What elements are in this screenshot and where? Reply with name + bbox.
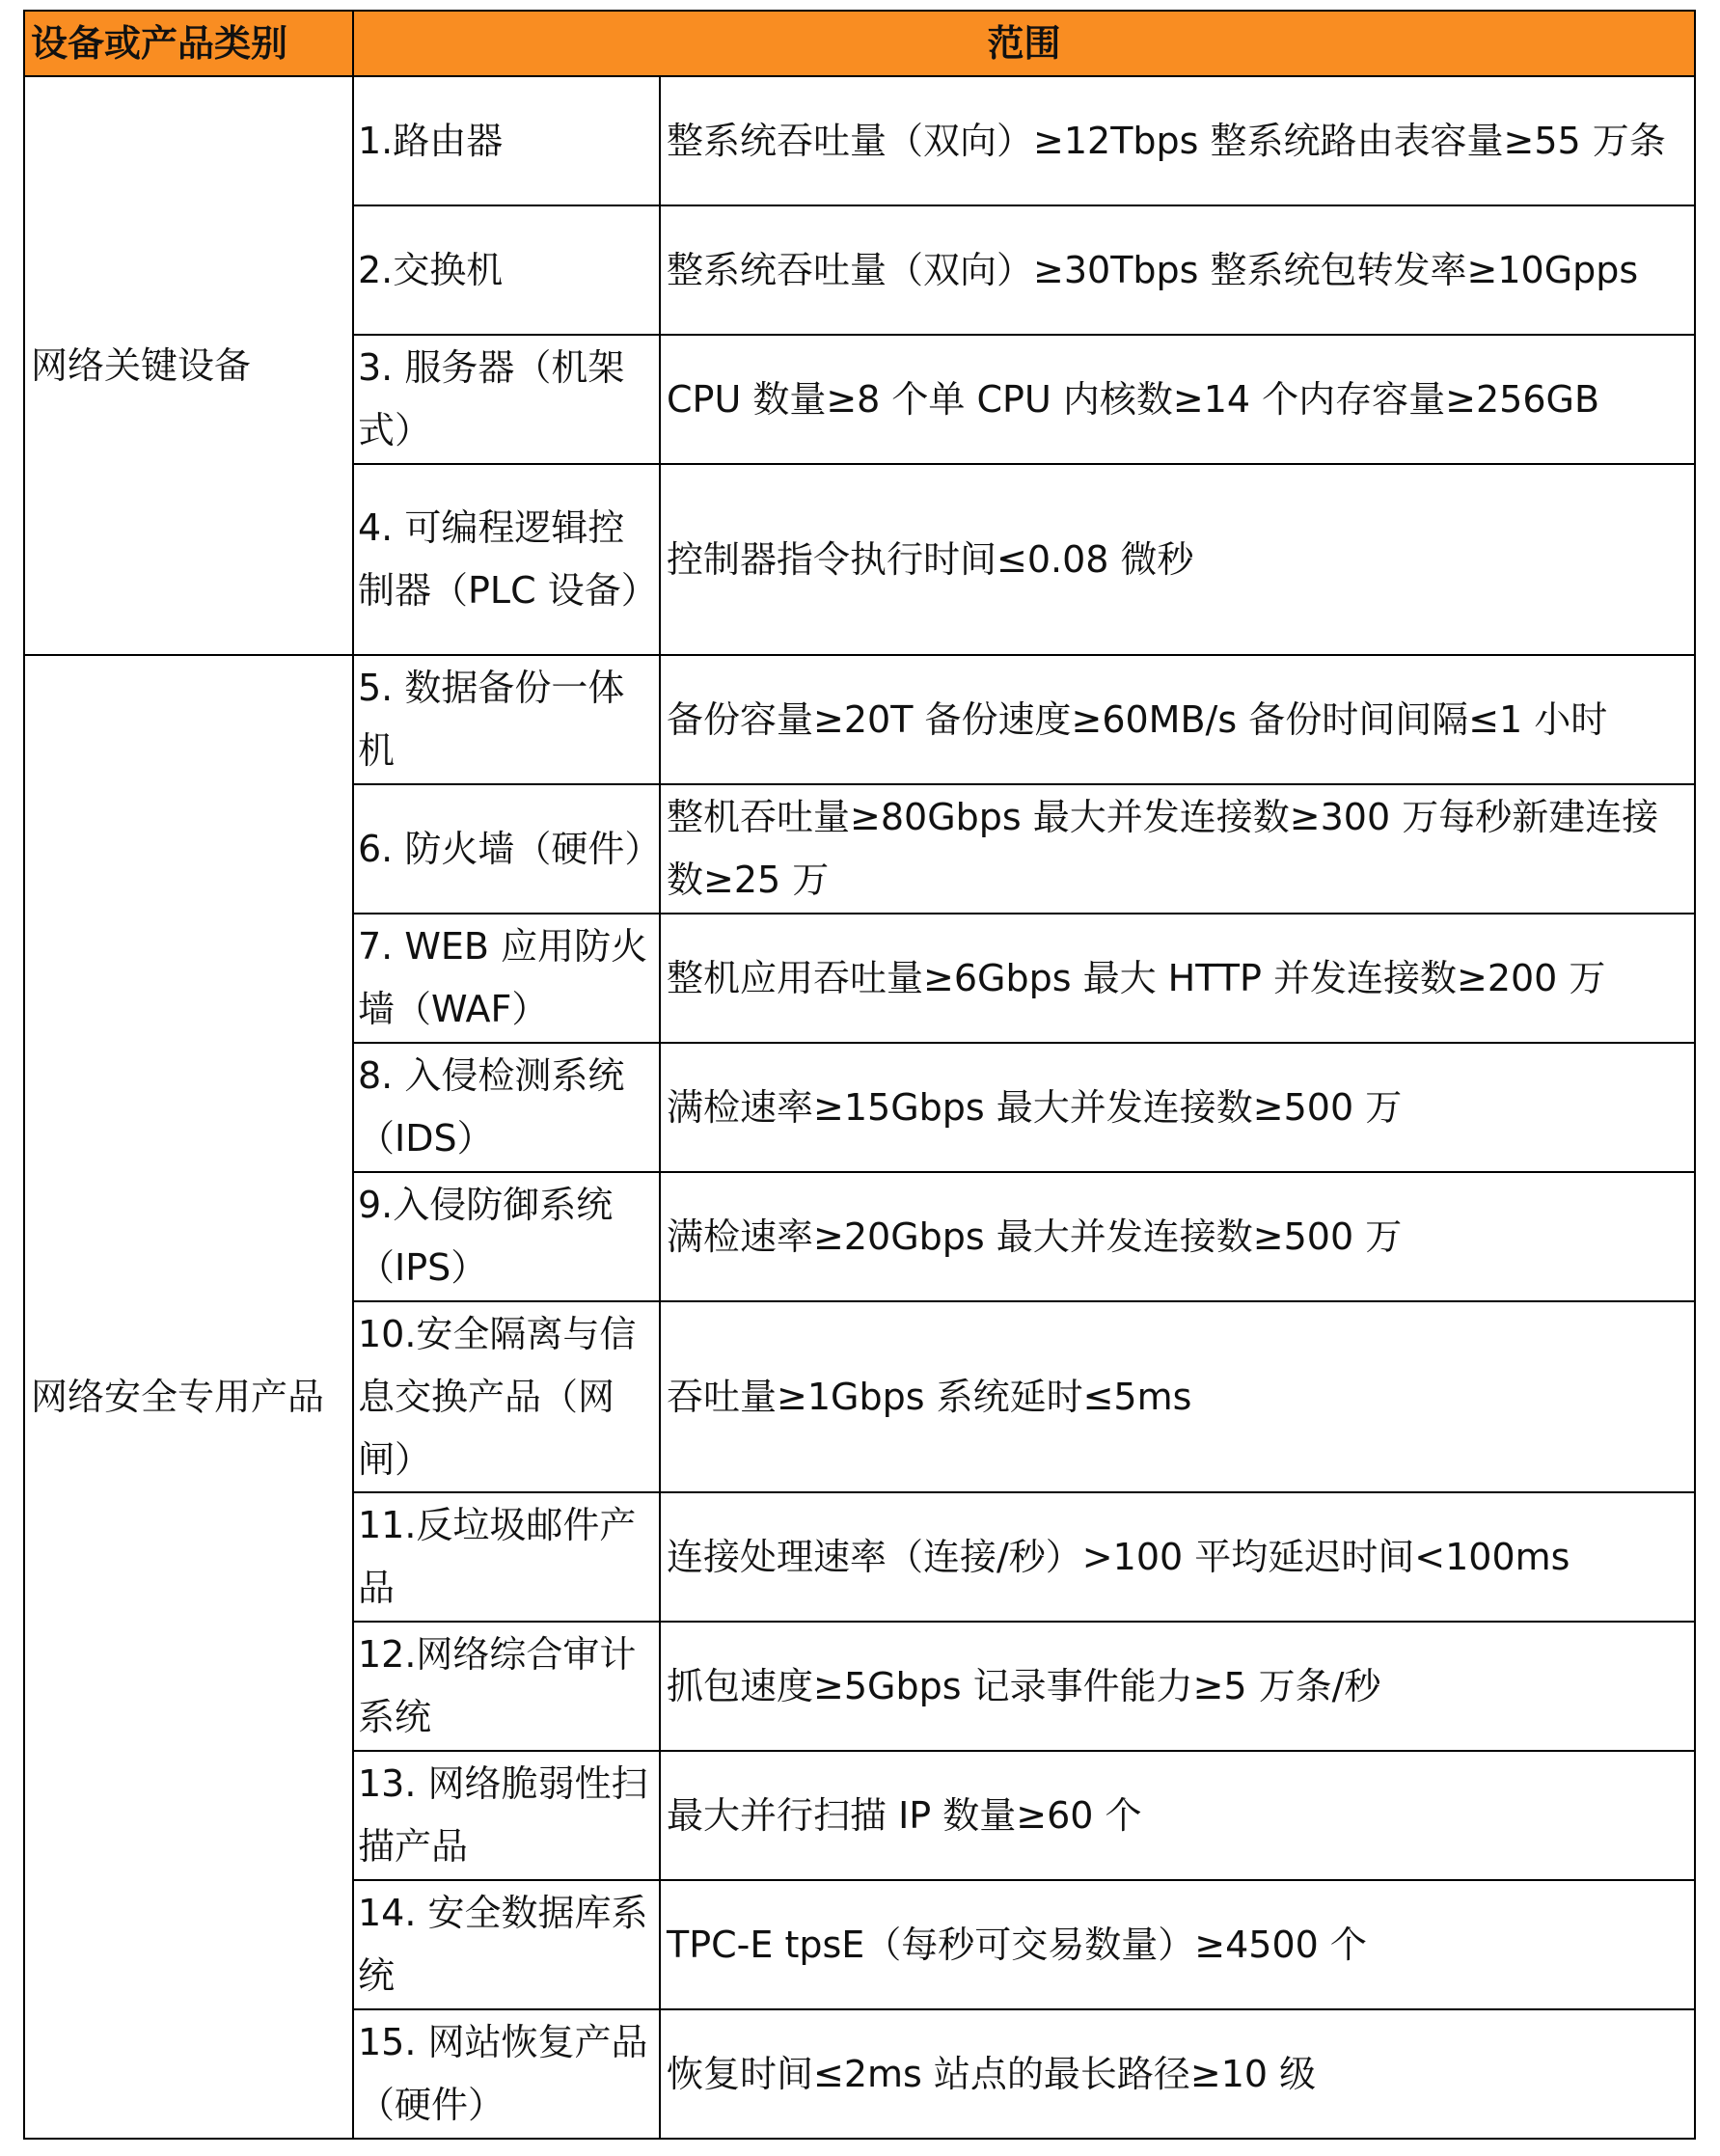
range-cell: 备份容量≥20T 备份速度≥60MB/s 备份时间间隔≤1 小时 [660, 655, 1695, 784]
header-range: 范围 [353, 11, 1695, 76]
table-header-row [24, 11, 1695, 76]
table-row [24, 76, 1695, 205]
item-cell: 14. 安全数据库系统 [353, 1880, 660, 2009]
item-cell: 12.网络综合审计系统 [353, 1622, 660, 1751]
range-cell: CPU 数量≥8 个单 CPU 内核数≥14 个内存容量≥256GB [660, 335, 1695, 464]
range-cell: 抓包速度≥5Gbps 记录事件能力≥5 万条/秒 [660, 1622, 1695, 1751]
range-cell: 满检速率≥20Gbps 最大并发连接数≥500 万 [660, 1172, 1695, 1301]
item-cell: 15. 网站恢复产品（硬件） [353, 2009, 660, 2139]
item-cell: 13. 网络脆弱性扫描产品 [353, 1751, 660, 1880]
category-cell: 网络关键设备 [24, 76, 353, 655]
item-cell: 5. 数据备份一体机 [353, 655, 660, 784]
range-cell: 整系统吞吐量（双向）≥12Tbps 整系统路由表容量≥55 万条 [660, 76, 1695, 205]
item-cell: 9.入侵防御系统（IPS） [353, 1172, 660, 1301]
category-cell: 网络安全专用产品 [24, 655, 353, 2139]
range-cell: 满检速率≥15Gbps 最大并发连接数≥500 万 [660, 1043, 1695, 1172]
range-cell: 吞吐量≥1Gbps 系统延时≤5ms [660, 1301, 1695, 1492]
item-cell: 1.路由器 [353, 76, 660, 205]
item-cell: 3. 服务器（机架式） [353, 335, 660, 464]
header-category: 设备或产品类别 [24, 11, 353, 76]
range-cell: 整机吞吐量≥80Gbps 最大并发连接数≥300 万每秒新建连接数≥25 万 [660, 784, 1695, 914]
range-cell: 恢复时间≤2ms 站点的最长路径≥10 级 [660, 2009, 1695, 2139]
item-cell: 8. 入侵检测系统（IDS） [353, 1043, 660, 1172]
range-cell: TPC-E tpsE（每秒可交易数量）≥4500 个 [660, 1880, 1695, 2009]
device-scope-table [23, 10, 1696, 2140]
item-cell: 7. WEB 应用防火墙（WAF） [353, 914, 660, 1043]
range-cell: 整机应用吞吐量≥6Gbps 最大 HTTP 并发连接数≥200 万 [660, 914, 1695, 1043]
range-cell: 整系统吞吐量（双向）≥30Tbps 整系统包转发率≥10Gpps [660, 205, 1695, 335]
range-cell: 连接处理速率（连接/秒）>100 平均延迟时间<100ms [660, 1492, 1695, 1622]
item-cell: 2.交换机 [353, 205, 660, 335]
item-cell: 4. 可编程逻辑控制器（PLC 设备） [353, 464, 660, 655]
item-cell: 11.反垃圾邮件产品 [353, 1492, 660, 1622]
spec-table-page [23, 10, 1694, 2140]
range-cell: 控制器指令执行时间≤0.08 微秒 [660, 464, 1695, 655]
range-cell: 最大并行扫描 IP 数量≥60 个 [660, 1751, 1695, 1880]
item-cell: 6. 防火墙（硬件） [353, 784, 660, 914]
table-row [24, 655, 1695, 784]
item-cell: 10.安全隔离与信息交换产品（网闸） [353, 1301, 660, 1492]
